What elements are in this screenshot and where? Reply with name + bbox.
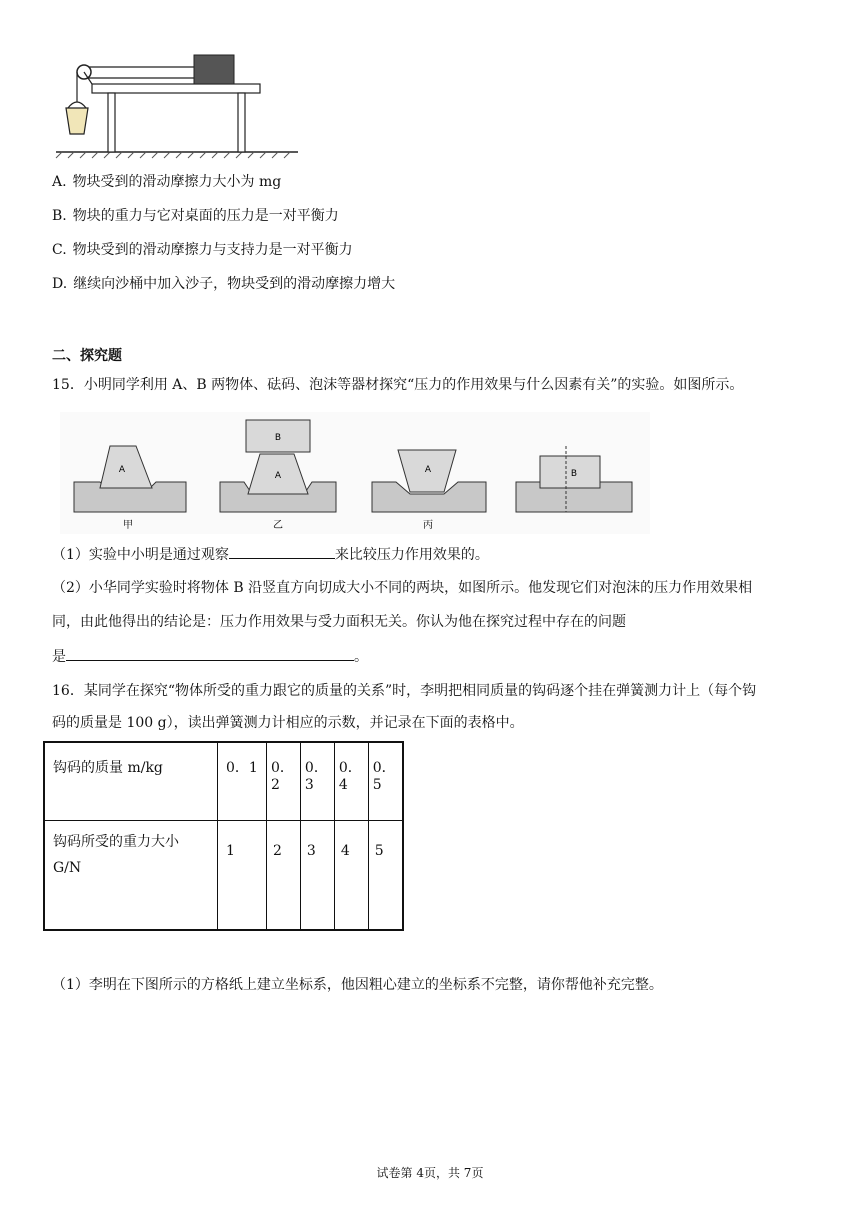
mass-weight-table [43, 741, 404, 931]
q15-part2-line1: （2）小华同学实验时将物体 B 沿竖直方向切成大小不同的两块，如图所示。他发现它们对泡沫的压力作用效果相 [52, 580, 753, 596]
q15-stem: 15．小明同学利用 A、B 两物体、砝码、泡沫等器材探究“压力的作用效果与什么因素有关”的实验。如图所示。 [52, 377, 744, 393]
q16-stem-line1: 16．某同学在探究“物体所受的重力跟它的质量的关系”时，李明把相同质量的钩码逐个挂在弹簧测力计上（每个钩 [52, 683, 757, 699]
table-cell: 1 [218, 820, 267, 930]
table-row-mass [44, 742, 403, 820]
block-b-label-1: B [274, 433, 282, 443]
option-b: B. 物块的重力与它对桌面的压力是一对平衡力 [52, 208, 339, 224]
table-cell: 2 [267, 820, 301, 930]
table-cell: 5 [368, 820, 402, 930]
pulley-table-figure [52, 50, 302, 160]
option-c: C. 物块受到的滑动摩擦力与支持力是一对平衡力 [52, 242, 353, 258]
page-footer: 试卷第 4页，共 7页 [376, 1166, 484, 1180]
option-a: A. 物块受到的滑动摩擦力大小为 mg [52, 174, 282, 190]
block-a-label-2: A [274, 471, 282, 481]
q15-blank-1[interactable] [229, 544, 335, 559]
table-header-weight: 钩码所受的重力大小 G/N [44, 820, 218, 930]
table-cell: 0．5 [368, 742, 402, 820]
table-row-weight [44, 820, 403, 930]
figure-label-bing: 丙 [423, 520, 433, 531]
q16-stem-line2: 码的质量是 100 g），读出弹簧测力计相应的示数，并记录在下面的表格中。 [52, 715, 524, 731]
figure-label-jia: 甲 [123, 520, 133, 531]
block-b-label-2: B [570, 469, 578, 479]
q15-part1: （1）实验中小明是通过观察 来比较压力作用效果的。 [52, 544, 489, 565]
table-header-mass: 钩码的质量 m/kg [44, 742, 218, 820]
table-cell: 0．2 [267, 742, 301, 820]
table-cell: 3 [300, 820, 334, 930]
figure-label-yi: 乙 [273, 520, 283, 531]
table-cell: 0．4 [334, 742, 368, 820]
option-d: D. 继续向沙桶中加入沙子，物块受到的滑动摩擦力增大 [52, 276, 396, 292]
block-a-label-1: A [118, 465, 126, 475]
table-cell: 4 [334, 820, 368, 930]
q15-blank-2[interactable] [66, 646, 354, 661]
table-cell: 0．1 [218, 742, 267, 820]
q15-part2-line3: 是 。 [52, 646, 368, 667]
q15-part2-line2: 同，由此他得出的结论是：压力作用效果与受力面积无关。你认为他在探究过程中存在的问题 [52, 614, 626, 630]
section-title: 二、探究题 [52, 348, 122, 364]
table-cell: 0．3 [300, 742, 334, 820]
foam-experiment-figure [60, 412, 650, 534]
q16-part1: （1）李明在下图所示的方格纸上建立坐标系，他因粗心建立的坐标系不完整，请你帮他补充完整。 [52, 977, 663, 993]
block-a-label-3: A [424, 465, 432, 475]
